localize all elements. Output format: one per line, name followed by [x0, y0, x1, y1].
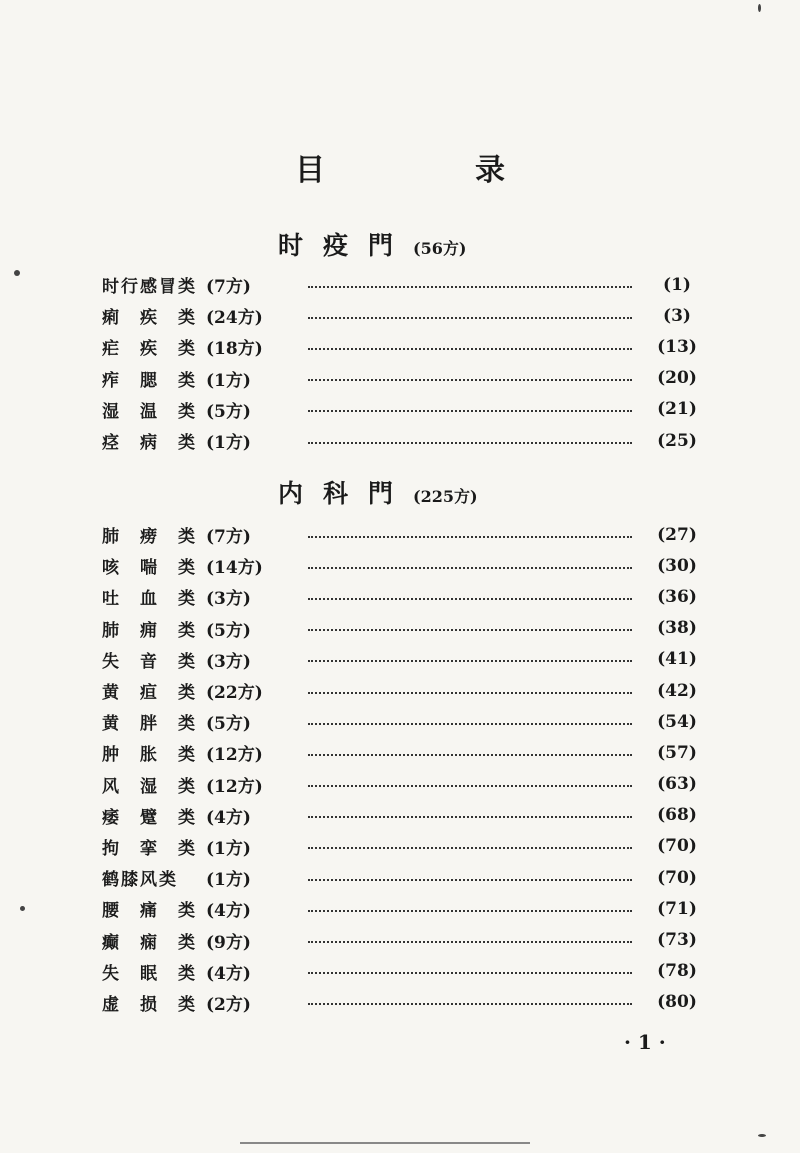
toc-entry-count: (2方): [206, 994, 251, 1015]
page-title: 目 录: [295, 153, 565, 188]
dot-leader: [308, 536, 632, 538]
toc-entry-count: (3方): [206, 589, 251, 610]
toc-row[interactable]: [102, 862, 712, 893]
toc-entry-count: (3方): [206, 651, 251, 672]
scan-speck: [758, 4, 761, 12]
toc-entry-page: (70): [657, 836, 697, 857]
toc-row[interactable]: [102, 737, 712, 768]
toc-entry-count: (1方): [206, 870, 251, 891]
dot-leader: [308, 598, 632, 600]
toc-entry-page: (42): [657, 680, 697, 701]
toc-row[interactable]: [102, 581, 712, 612]
toc-entry-count: (5方): [206, 714, 251, 735]
toc-entry-title: 腰 痛 类: [102, 901, 197, 922]
section-name: 内科門: [278, 479, 414, 508]
toc-row[interactable]: [102, 800, 712, 831]
toc-entry-title: 失 眠 类: [102, 963, 197, 984]
toc-entry-title: 吐 血 类: [102, 589, 197, 610]
toc-row[interactable]: [102, 550, 712, 581]
toc-entry-count: (4方): [206, 901, 251, 922]
dot-leader: [308, 442, 632, 444]
dot-leader: [308, 941, 632, 943]
toc-entry-title: 鹤膝风类: [102, 870, 178, 891]
toc-row[interactable]: [102, 269, 712, 300]
toc-entry-count: (9方): [206, 932, 251, 953]
toc-entry-title: 肺 痈 类: [102, 620, 197, 641]
dot-leader: [308, 879, 632, 881]
toc-entry-count: (18方): [206, 339, 263, 360]
toc-entry-title: 咳 喘 类: [102, 558, 197, 579]
dot-leader: [308, 629, 632, 631]
toc-entry-page: (54): [657, 711, 697, 732]
dot-leader: [308, 723, 632, 725]
toc-entry-page: (68): [657, 805, 697, 826]
toc-row[interactable]: [102, 363, 712, 394]
toc-entry-count: (1方): [206, 370, 251, 391]
toc-entry-count: (4方): [206, 807, 251, 828]
toc-entry-count: (5方): [206, 620, 251, 641]
scan-speck: [758, 1134, 766, 1137]
toc-entry-title: 痢 疾 类: [102, 308, 197, 329]
dot-leader: [308, 754, 632, 756]
dot-leader: [308, 410, 632, 412]
toc-entry-page: (73): [657, 930, 697, 951]
toc-entry-title: 肿 胀 类: [102, 745, 197, 766]
section-header-neike: [278, 474, 478, 508]
toc-entry-count: (1方): [206, 433, 251, 454]
dot-leader: [308, 348, 632, 350]
toc-entry-title: 疟 疾 类: [102, 339, 197, 360]
toc-entry-title: 黄 疸 类: [102, 683, 197, 704]
toc-row[interactable]: [102, 706, 712, 737]
scan-speck: [20, 906, 25, 911]
toc-row[interactable]: [102, 331, 712, 362]
toc-entry-page: (71): [657, 898, 697, 919]
dot-leader: [308, 379, 632, 381]
toc-entry-count: (5方): [206, 401, 251, 422]
toc-row[interactable]: [102, 893, 712, 924]
dot-leader: [308, 567, 632, 569]
toc-entry-title: 痄 腮 类: [102, 370, 197, 391]
toc-entry-page: (38): [657, 618, 697, 639]
toc-entry-title: 时行感冒类: [102, 277, 197, 298]
toc-row[interactable]: [102, 394, 712, 425]
toc-entry-count: (7方): [206, 277, 251, 298]
toc-entry-page: (63): [657, 774, 697, 795]
section-count: (225方): [413, 487, 478, 506]
toc-entry-page: (21): [657, 399, 697, 420]
toc-entry-page: (80): [657, 992, 697, 1013]
toc-entry-page: (25): [657, 430, 697, 451]
dot-leader: [308, 1003, 632, 1005]
toc-row[interactable]: [102, 519, 712, 550]
toc-row[interactable]: [102, 644, 712, 675]
toc-entry-count: (12方): [206, 745, 263, 766]
dot-leader: [308, 692, 632, 694]
toc-entry-count: (12方): [206, 776, 263, 797]
toc-entry-title: 癫 痫 类: [102, 932, 197, 953]
toc-entry-title: 痉 病 类: [102, 433, 197, 454]
scan-speck: [14, 270, 20, 276]
toc-entry-page: (78): [657, 961, 697, 982]
toc-entry-page: (27): [657, 524, 697, 545]
toc-entry-title: 虚 损 类: [102, 994, 197, 1015]
dot-leader: [308, 317, 632, 319]
section-name: 时疫門: [278, 231, 414, 260]
toc-entry-page: (30): [657, 555, 697, 576]
dot-leader: [308, 785, 632, 787]
toc-row[interactable]: [102, 956, 712, 987]
toc-row[interactable]: [102, 425, 712, 456]
dot-leader: [308, 816, 632, 818]
toc-entry-page: (70): [657, 867, 697, 888]
dot-leader: [308, 286, 632, 288]
toc-entry-title: 失 音 类: [102, 651, 197, 672]
toc-entry-count: (22方): [206, 683, 263, 704]
dot-leader: [308, 910, 632, 912]
toc-entry-count: (24方): [206, 308, 263, 329]
toc-entry-page: (36): [657, 586, 697, 607]
toc-entry-title: 黄 胖 类: [102, 714, 197, 735]
toc-entry-count: (7方): [206, 527, 251, 548]
toc-row[interactable]: [102, 300, 712, 331]
toc-list-neike: [102, 519, 712, 1018]
toc-entry-page: (3): [663, 305, 691, 326]
toc-entry-title: 肺 痨 类: [102, 527, 197, 548]
toc-entry-count: (4方): [206, 963, 251, 984]
dot-leader: [308, 660, 632, 662]
toc-row[interactable]: [102, 987, 712, 1018]
toc-entry-page: (41): [657, 649, 697, 670]
scan-edge-line: [240, 1142, 530, 1144]
toc-entry-title: 湿 温 类: [102, 401, 197, 422]
toc-entry-count: (1方): [206, 838, 251, 859]
toc-entry-page: (1): [663, 274, 691, 295]
toc-entry-title: 风 湿 类: [102, 776, 197, 797]
toc-row[interactable]: [102, 769, 712, 800]
toc-row[interactable]: [102, 831, 712, 862]
toc-entry-page: (13): [657, 336, 697, 357]
toc-row[interactable]: [102, 613, 712, 644]
page-number: · 1 ·: [624, 1030, 666, 1054]
section-header-shiyi: [278, 226, 466, 260]
dot-leader: [308, 847, 632, 849]
toc-row[interactable]: [102, 675, 712, 706]
toc-entry-title: 痿 躄 类: [102, 807, 197, 828]
toc-row[interactable]: [102, 924, 712, 955]
toc-entry-title: 拘 挛 类: [102, 838, 197, 859]
dot-leader: [308, 972, 632, 974]
section-count: (56方): [413, 239, 467, 258]
toc-list-shiyi: [102, 269, 712, 456]
toc-entry-page: (57): [657, 742, 697, 763]
toc-entry-page: (20): [657, 368, 697, 389]
toc-entry-count: (14方): [206, 558, 263, 579]
